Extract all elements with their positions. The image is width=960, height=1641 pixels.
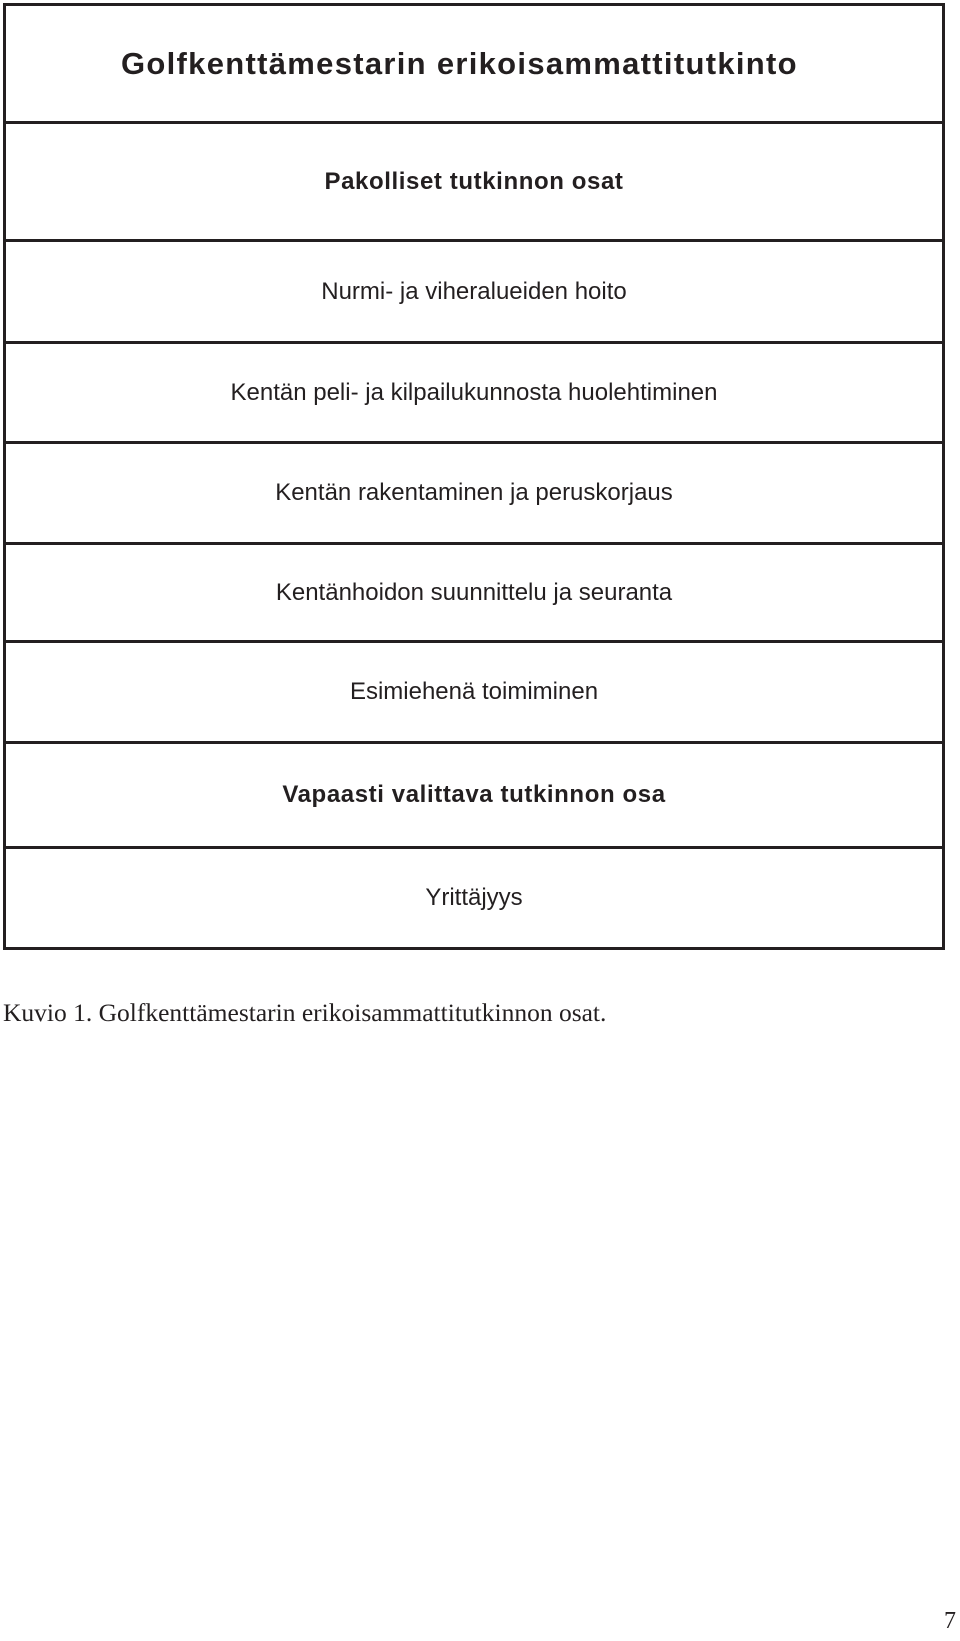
figure-caption: Kuvio 1. Golfkenttämestarin erikoisammattitutkinnon osat. [3,998,607,1027]
mandatory-part-row: Kentän rakentaminen ja peruskorjaus [6,441,942,542]
mandatory-parts-heading: Pakolliset tutkinnon osat [6,121,942,239]
optional-part-row: Yrittäjyys [6,846,942,947]
mandatory-part-row: Kentän peli- ja kilpailukunnosta huolehtiminen [6,341,942,441]
mandatory-part-row: Kentänhoidon suunnittelu ja seuranta [6,542,942,640]
optional-part-heading: Vapaasti valittava tutkinnon osa [6,741,942,846]
page-number: 7 [944,1608,956,1634]
mandatory-part-row: Esimiehenä toimiminen [6,640,942,741]
figure-title: Golfkenttämestarin erikoisammattitutkinto [121,45,798,81]
degree-structure-figure [3,3,945,950]
mandatory-part-row: Nurmi- ja viheralueiden hoito [6,239,942,341]
